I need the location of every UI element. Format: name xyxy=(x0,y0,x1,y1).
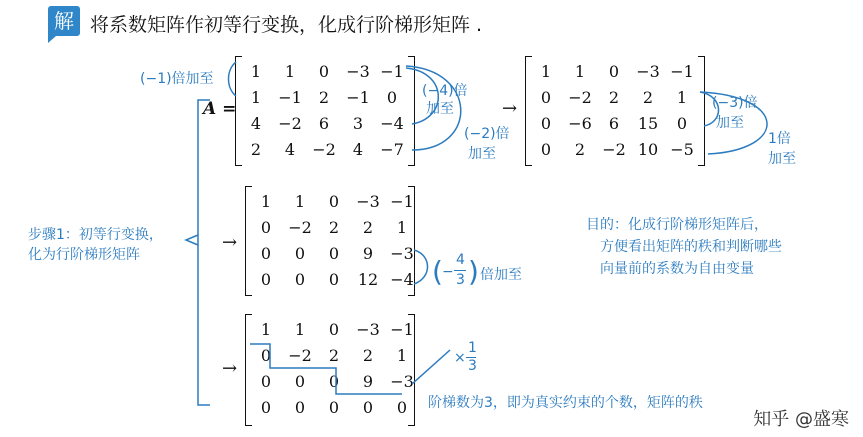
matrix-cell: 1 xyxy=(260,320,272,339)
arc-four-thirds xyxy=(414,250,428,284)
matrix-cell: 2 xyxy=(328,218,340,237)
frac-tail: 倍加至 xyxy=(480,267,522,283)
scope-bracket-tip xyxy=(186,235,198,245)
matrix-cell: −2 xyxy=(288,218,312,237)
matrix-cell: 1 xyxy=(250,62,262,81)
matrix-cell: 4 xyxy=(284,140,296,159)
matrix-cell: 1 xyxy=(540,62,552,81)
matrix-cell: 2 xyxy=(362,218,374,237)
note-one-a: 1倍 xyxy=(768,131,791,147)
matrix-cell: 1 xyxy=(676,88,688,107)
frac-bar xyxy=(454,270,466,271)
matrix-cell: −1 xyxy=(390,192,414,211)
matrix-cell: 1 xyxy=(294,320,306,339)
matrix-cell: −3 xyxy=(356,192,380,211)
matrix-cell: 0 xyxy=(260,398,272,417)
matrix-cell: 0 xyxy=(294,372,306,391)
matrix-cell: −3 xyxy=(356,320,380,339)
rank-explanation: 阶梯数为3，即为真实约束的个数，矩阵的秩 xyxy=(428,395,703,411)
matrix-cell: 1 xyxy=(396,346,408,365)
matrix-cell: 0 xyxy=(608,62,620,81)
matrix-cell: −4 xyxy=(380,114,404,133)
frac-numerator: 4 xyxy=(456,252,465,268)
note-minus4-a: (−4)倍 xyxy=(422,83,468,99)
matrix-cell: 1 xyxy=(574,62,586,81)
matrix-cell: −2 xyxy=(602,140,626,159)
matrix-cell: 0 xyxy=(328,320,340,339)
matrix-cell: 0 xyxy=(328,372,340,391)
matrix-cell: 4 xyxy=(250,114,262,133)
matrix-cell: −1 xyxy=(670,62,694,81)
transform-arrow: → xyxy=(222,358,238,379)
matrix-cell: 0 xyxy=(328,244,340,263)
matrix-cell: −2 xyxy=(312,140,336,159)
note-minus2-a: (−2)倍 xyxy=(464,126,510,142)
matrix-cell: 9 xyxy=(362,372,374,391)
matrix-cell: 2 xyxy=(250,140,262,159)
step-description-1: 步骤1：初等行变换， xyxy=(28,227,163,243)
matrix-cell: −2 xyxy=(278,114,302,133)
step-description-2: 化为行阶梯形矩阵 xyxy=(28,247,140,263)
third-denominator: 3 xyxy=(468,358,477,374)
matrix-cell: −3 xyxy=(390,244,414,263)
echelon-staircase xyxy=(250,344,402,394)
arc-minus1 xyxy=(229,62,237,96)
matrix-cell: −5 xyxy=(670,140,694,159)
matrix-cell: 0 xyxy=(328,192,340,211)
frac-paren-open: ( xyxy=(432,255,443,288)
note-minus1: (−1)倍加至 xyxy=(140,71,214,87)
matrix-cell: 0 xyxy=(294,244,306,263)
matrix-cell: 2 xyxy=(318,88,330,107)
matrix-cell: 0 xyxy=(328,398,340,417)
matrix-cell: −3 xyxy=(636,62,660,81)
matrix-cell: 2 xyxy=(574,140,586,159)
matrix-cell: 4 xyxy=(352,140,364,159)
note-minus3-a: (−3)倍 xyxy=(712,95,758,111)
scope-bracket xyxy=(198,100,210,405)
matrix-cell: 0 xyxy=(260,244,272,263)
matrix-cell: 6 xyxy=(318,114,330,133)
matrix-cell: 10 xyxy=(637,140,659,159)
matrix-cell: 6 xyxy=(608,114,620,133)
matrix-cell: 15 xyxy=(637,114,659,133)
note-one-b: 加至 xyxy=(768,151,796,167)
matrix-cell: 2 xyxy=(328,346,340,365)
note-minus2-b: 加至 xyxy=(468,146,496,162)
transform-arrow: → xyxy=(502,98,518,119)
matrix-cell: −1 xyxy=(380,62,404,81)
matrix-cell: −7 xyxy=(380,140,404,159)
matrix-cell: 0 xyxy=(362,398,374,417)
frac-denominator: 3 xyxy=(456,272,465,288)
matrix-cell: 3 xyxy=(352,114,364,133)
matrix-cell: 0 xyxy=(540,140,552,159)
watermark: 知乎 @盛寒 xyxy=(749,405,853,431)
matrix-cell: 1 xyxy=(396,218,408,237)
matrix-cell: 2 xyxy=(608,88,620,107)
matrix-cell: 9 xyxy=(362,244,374,263)
matrix-label: A = xyxy=(203,99,237,119)
frac-sign: − xyxy=(442,264,454,280)
matrix-cell: 2 xyxy=(362,346,374,365)
matrix-cell: 0 xyxy=(260,270,272,289)
matrix-cell: 0 xyxy=(540,88,552,107)
matrix-cell: 0 xyxy=(260,218,272,237)
scale-pointer xyxy=(412,350,450,384)
matrix-cell: 12 xyxy=(357,270,379,289)
matrix-cell: 0 xyxy=(396,398,408,417)
matrix-cell: 0 xyxy=(318,62,330,81)
matrix-cell: 1 xyxy=(250,88,262,107)
matrix-cell: 0 xyxy=(260,372,272,391)
purpose-line-1: 目的：化成行阶梯形矩阵后， xyxy=(586,217,768,233)
times-sign: × xyxy=(454,350,466,366)
matrix-cell: −1 xyxy=(346,88,370,107)
note-minus4-b: 加至 xyxy=(426,101,454,117)
matrix-cell: −2 xyxy=(568,88,592,107)
matrix-cell: 0 xyxy=(386,88,398,107)
matrix-cell: −6 xyxy=(568,114,592,133)
note-minus3-b: 加至 xyxy=(716,115,744,131)
third-numerator: 1 xyxy=(468,340,477,356)
matrix-cell: 0 xyxy=(294,270,306,289)
matrix-cell: −4 xyxy=(390,270,414,289)
matrix-cell: 0 xyxy=(260,346,272,365)
transform-arrow: → xyxy=(222,232,238,253)
solution-badge: 解 xyxy=(48,6,80,36)
matrix-cell: −2 xyxy=(288,346,312,365)
matrix-cell: −3 xyxy=(390,372,414,391)
problem-statement: 将系数矩阵作初等行变换，化成行阶梯形矩阵 . xyxy=(90,14,483,36)
matrix-cell: 0 xyxy=(294,398,306,417)
matrix-cell: 0 xyxy=(328,270,340,289)
purpose-line-3: 向量前的系数为自由变量 xyxy=(600,261,754,277)
matrix-cell: 1 xyxy=(260,192,272,211)
matrix-cell: 1 xyxy=(294,192,306,211)
matrix-cell: 1 xyxy=(284,62,296,81)
matrix-cell: −1 xyxy=(390,320,414,339)
matrix-cell: −1 xyxy=(278,88,302,107)
matrix-cell: −3 xyxy=(346,62,370,81)
matrix-cell: 0 xyxy=(676,114,688,133)
purpose-line-2: 方便看出矩阵的秩和判断哪些 xyxy=(600,239,782,255)
frac-paren-close: ) xyxy=(468,255,479,288)
matrix-cell: 2 xyxy=(642,88,654,107)
matrix-cell: 0 xyxy=(540,114,552,133)
